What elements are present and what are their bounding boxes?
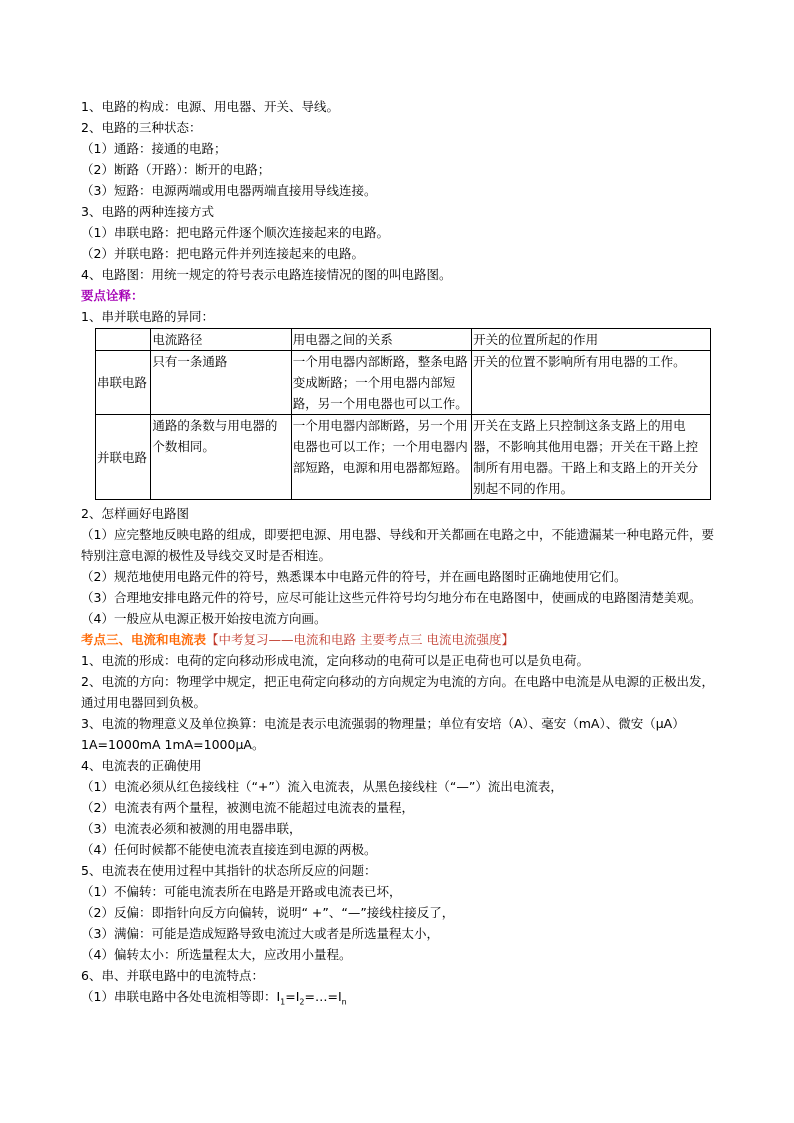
text-line: （1）串联电路：把电路元件逐个顺次连接起来的电路。: [81, 225, 389, 240]
document-page: [81, 96, 721, 1007]
text-line: （1）通路：接通的电路；: [81, 141, 227, 156]
text-line: 1、电流的形成：电荷的定向移动形成电流，定向移动的电荷可以是正电荷也可以是负电荷。: [81, 653, 589, 668]
text-line: （1）电流必须从红色接线柱（“+”）流入电流表，从黑色接线柱（“—”）流出电流表，: [81, 779, 563, 794]
table-cell: 只有一条通路: [151, 351, 291, 415]
table-cell: 开关的位置不影响所有用电器的工作。: [472, 351, 711, 415]
current-section: [81, 650, 721, 986]
text-line: 4、电流表的正确使用: [81, 758, 202, 773]
text-line: （2）断路（开路）：断开的电路；: [81, 162, 271, 177]
text-line: （2）规范地使用电路元件的符号，熟悉课本中电路元件的符号，并在画电路图时正确地使用它们。: [81, 569, 627, 584]
text-paragraph: 2、电流的方向：物理学中规定，把正电荷定向移动的方向规定为电流的方向。在电路中电流是从电源的正极出发，通过用电器回到负极。: [81, 674, 714, 710]
table-cell: 一个用电器内部断路，另一个用电器也可以工作；一个用电器内部短路，电源和用电器都短路。: [291, 415, 471, 500]
text-line: （4）任何时候都不能使电流表直接连到电源的两极。: [81, 842, 377, 857]
text-line: （4）偏转太小：所选量程太大，应改用小量程。: [81, 947, 352, 962]
formula-part: =I: [285, 989, 300, 1004]
circuit-basics-list: [81, 96, 721, 285]
text-line: 4、电路图：用统一规定的符号表示电路连接情况的图的叫电路图。: [81, 267, 452, 282]
row-label: 串联电路: [96, 351, 151, 415]
formula-part: =…=I: [304, 989, 342, 1004]
text-line: （4）一般应从电源正极开始按电流方向画。: [81, 611, 327, 626]
text-line: 1、电路的构成：电源、用电器、开关、导线。: [81, 99, 339, 114]
text-line: （1）不偏转：可能电流表所在电路是开路或电流表已坏，: [81, 884, 402, 899]
formula-prefix: （1）串联电路中各处电流相等即：I: [81, 989, 281, 1004]
text-paragraph: （3）合理地安排电路元件的符号，应尽可能让这些元件符号均匀地分布在电路图中，使画成的电路图清楚美观。: [81, 590, 702, 605]
section3-bracket-note: 【中考复习——电流和电路 主要考点三 电流电流强度】: [206, 632, 514, 647]
text-line: （3）短路：电源两端或用电器两端直接用导线连接。: [81, 183, 377, 198]
row-label: 并联电路: [96, 415, 151, 500]
text-line: （2）反偏：即指针向反方向偏转，说明“ +”、“—”接线柱接反了，: [81, 905, 455, 920]
key-points-heading: 要点诠释：: [81, 288, 144, 303]
text-paragraph: 3、电流的物理意义及单位换算：电流是表示电流强弱的物理量；单位有安培（A）、毫安（mA）、微安（μA） 1A=1000mA 1mA=1000μA。: [81, 716, 685, 752]
section3-heading: [81, 629, 721, 650]
text-line: （2）并联电路：把电路元件并列连接起来的电路。: [81, 246, 364, 261]
formula-subscript: 2: [299, 997, 305, 1007]
table-header-cell: [96, 329, 151, 351]
table-cell: 一个用电器内部断路，整条电路变成断路；一个用电器内部短路，另一个用电器也可以工作。: [291, 351, 471, 415]
section3-title: 考点三、电流和电流表: [81, 632, 207, 647]
table-row: [96, 415, 711, 500]
table-intro: 1、串并联电路的异同：: [81, 309, 214, 324]
table-header-row: [96, 329, 711, 351]
formula-subscript: n: [341, 997, 347, 1007]
drawing-guidelines: [81, 503, 721, 629]
text-paragraph: （1）应完整地反映电路的组成，即要把电源、用电器、导线和开关都画在电路之中，不能遗漏某一种电路元件，要特别注意电源的极性及导线交叉时是否相连。: [81, 527, 714, 563]
text-line: （3）满偏：可能是造成短路导致电流过大或者是所选量程太小，: [81, 926, 439, 941]
text-line: 6、串、并联电路中的电流特点：: [81, 968, 264, 983]
table-cell: 通路的条数与用电器的个数相同。: [151, 415, 291, 500]
table-header-cell: 用电器之间的关系: [291, 329, 471, 351]
formula-subscript: 1: [280, 997, 286, 1007]
table-header-cell: 电流路径: [151, 329, 291, 351]
series-parallel-comparison-table: [95, 328, 711, 500]
text-line: 2、电路的三种状态：: [81, 120, 202, 135]
table-header-cell: 开关的位置所起的作用: [472, 329, 711, 351]
text-line: 2、怎样画好电路图: [81, 506, 189, 521]
table-cell: 开关在支路上只控制这条支路上的用电器，不影响其他用电器；开关在干路上控制所有用电器。干路上和支路上的开关分别起不同的作用。: [472, 415, 711, 500]
table-row: [96, 351, 711, 415]
text-line: 3、电路的两种连接方式: [81, 204, 214, 219]
text-line: （2）电流表有两个量程，被测电流不能超过电流表的量程，: [81, 800, 414, 815]
text-line: （3）电流表必须和被测的用电器串联，: [81, 821, 302, 836]
series-current-formula: [81, 986, 721, 1007]
text-line: 5、电流表在使用过程中其指针的状态所反应的问题：: [81, 863, 377, 878]
